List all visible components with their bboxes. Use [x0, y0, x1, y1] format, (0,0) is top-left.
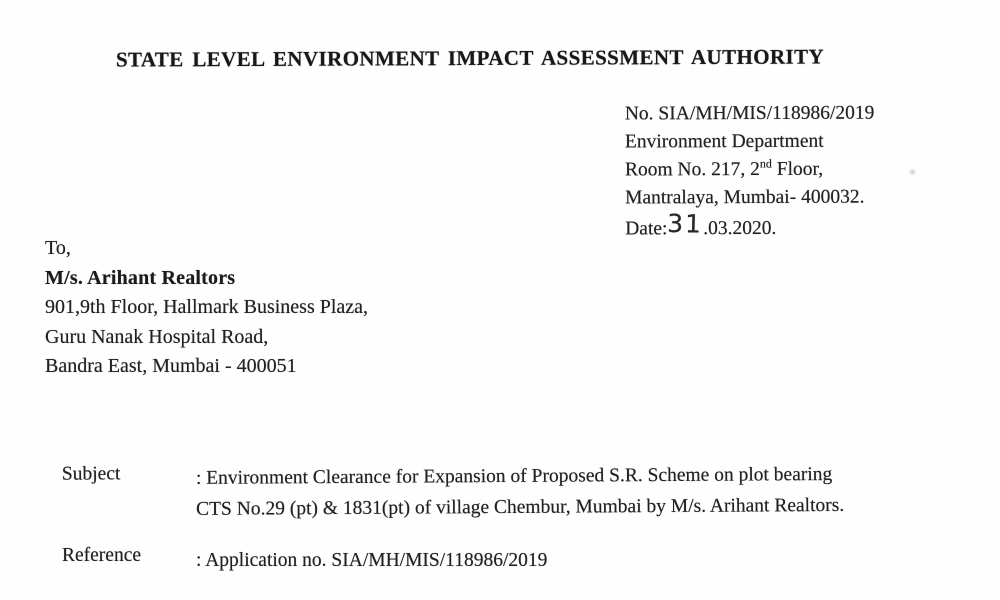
- date-day-handwritten: 31: [667, 208, 704, 239]
- subject-text: [196, 458, 941, 525]
- subject-text-line-1: : Environment Clearance for Expansion of Proposed S.R. Scheme on plot bearing: [195, 463, 833, 489]
- room-line-text: Room No. 217, 2: [624, 158, 760, 181]
- reference-row: [62, 545, 941, 576]
- reference-label: Reference: [62, 545, 142, 566]
- subject-text-line-2: CTS No.29 (pt) & 1831(pt) of village Chembur, Mumbai by M/s. Arihant Realtors.: [196, 494, 845, 520]
- letter-ref-no: No. SIA/MH/MIS/118986/2019: [624, 102, 875, 125]
- room-line-text-end: Floor,: [771, 158, 824, 180]
- room-floor-ordinal-superscript: nd: [759, 156, 772, 171]
- letter-department: Environment Department: [624, 130, 824, 153]
- salutation: To,: [45, 237, 71, 259]
- recipient-address-line-1: 901,9th Floor, Hallmark Business Plaza,: [45, 296, 369, 318]
- subject-row: [62, 458, 941, 525]
- letter-address-line: Mantralaya, Mumbai- 400032.: [625, 186, 865, 209]
- letter-date-line: [625, 208, 875, 244]
- reference-value: : Application no. SIA/MH/MIS/118986/2019: [196, 550, 548, 571]
- letter-room-line: [625, 156, 875, 185]
- recipient-address-line-3: Bandra East, Mumbai - 400051: [45, 355, 297, 377]
- recipient-block: [45, 234, 368, 382]
- date-label: Date:: [625, 218, 668, 240]
- recipient-address-line-2: Guru Nanak Hospital Road,: [45, 325, 269, 348]
- date-month-year: .03.2020.: [703, 217, 777, 240]
- letterhead-block: [625, 100, 875, 244]
- subject-label: Subject: [61, 463, 121, 485]
- document-title: STATE LEVEL ENVIRONMENT IMPACT ASSESSMENT AUTHORITY: [115, 44, 825, 72]
- recipient-name: M/s. Arihant Realtors: [45, 266, 236, 289]
- scan-artifact-speck: [910, 170, 915, 174]
